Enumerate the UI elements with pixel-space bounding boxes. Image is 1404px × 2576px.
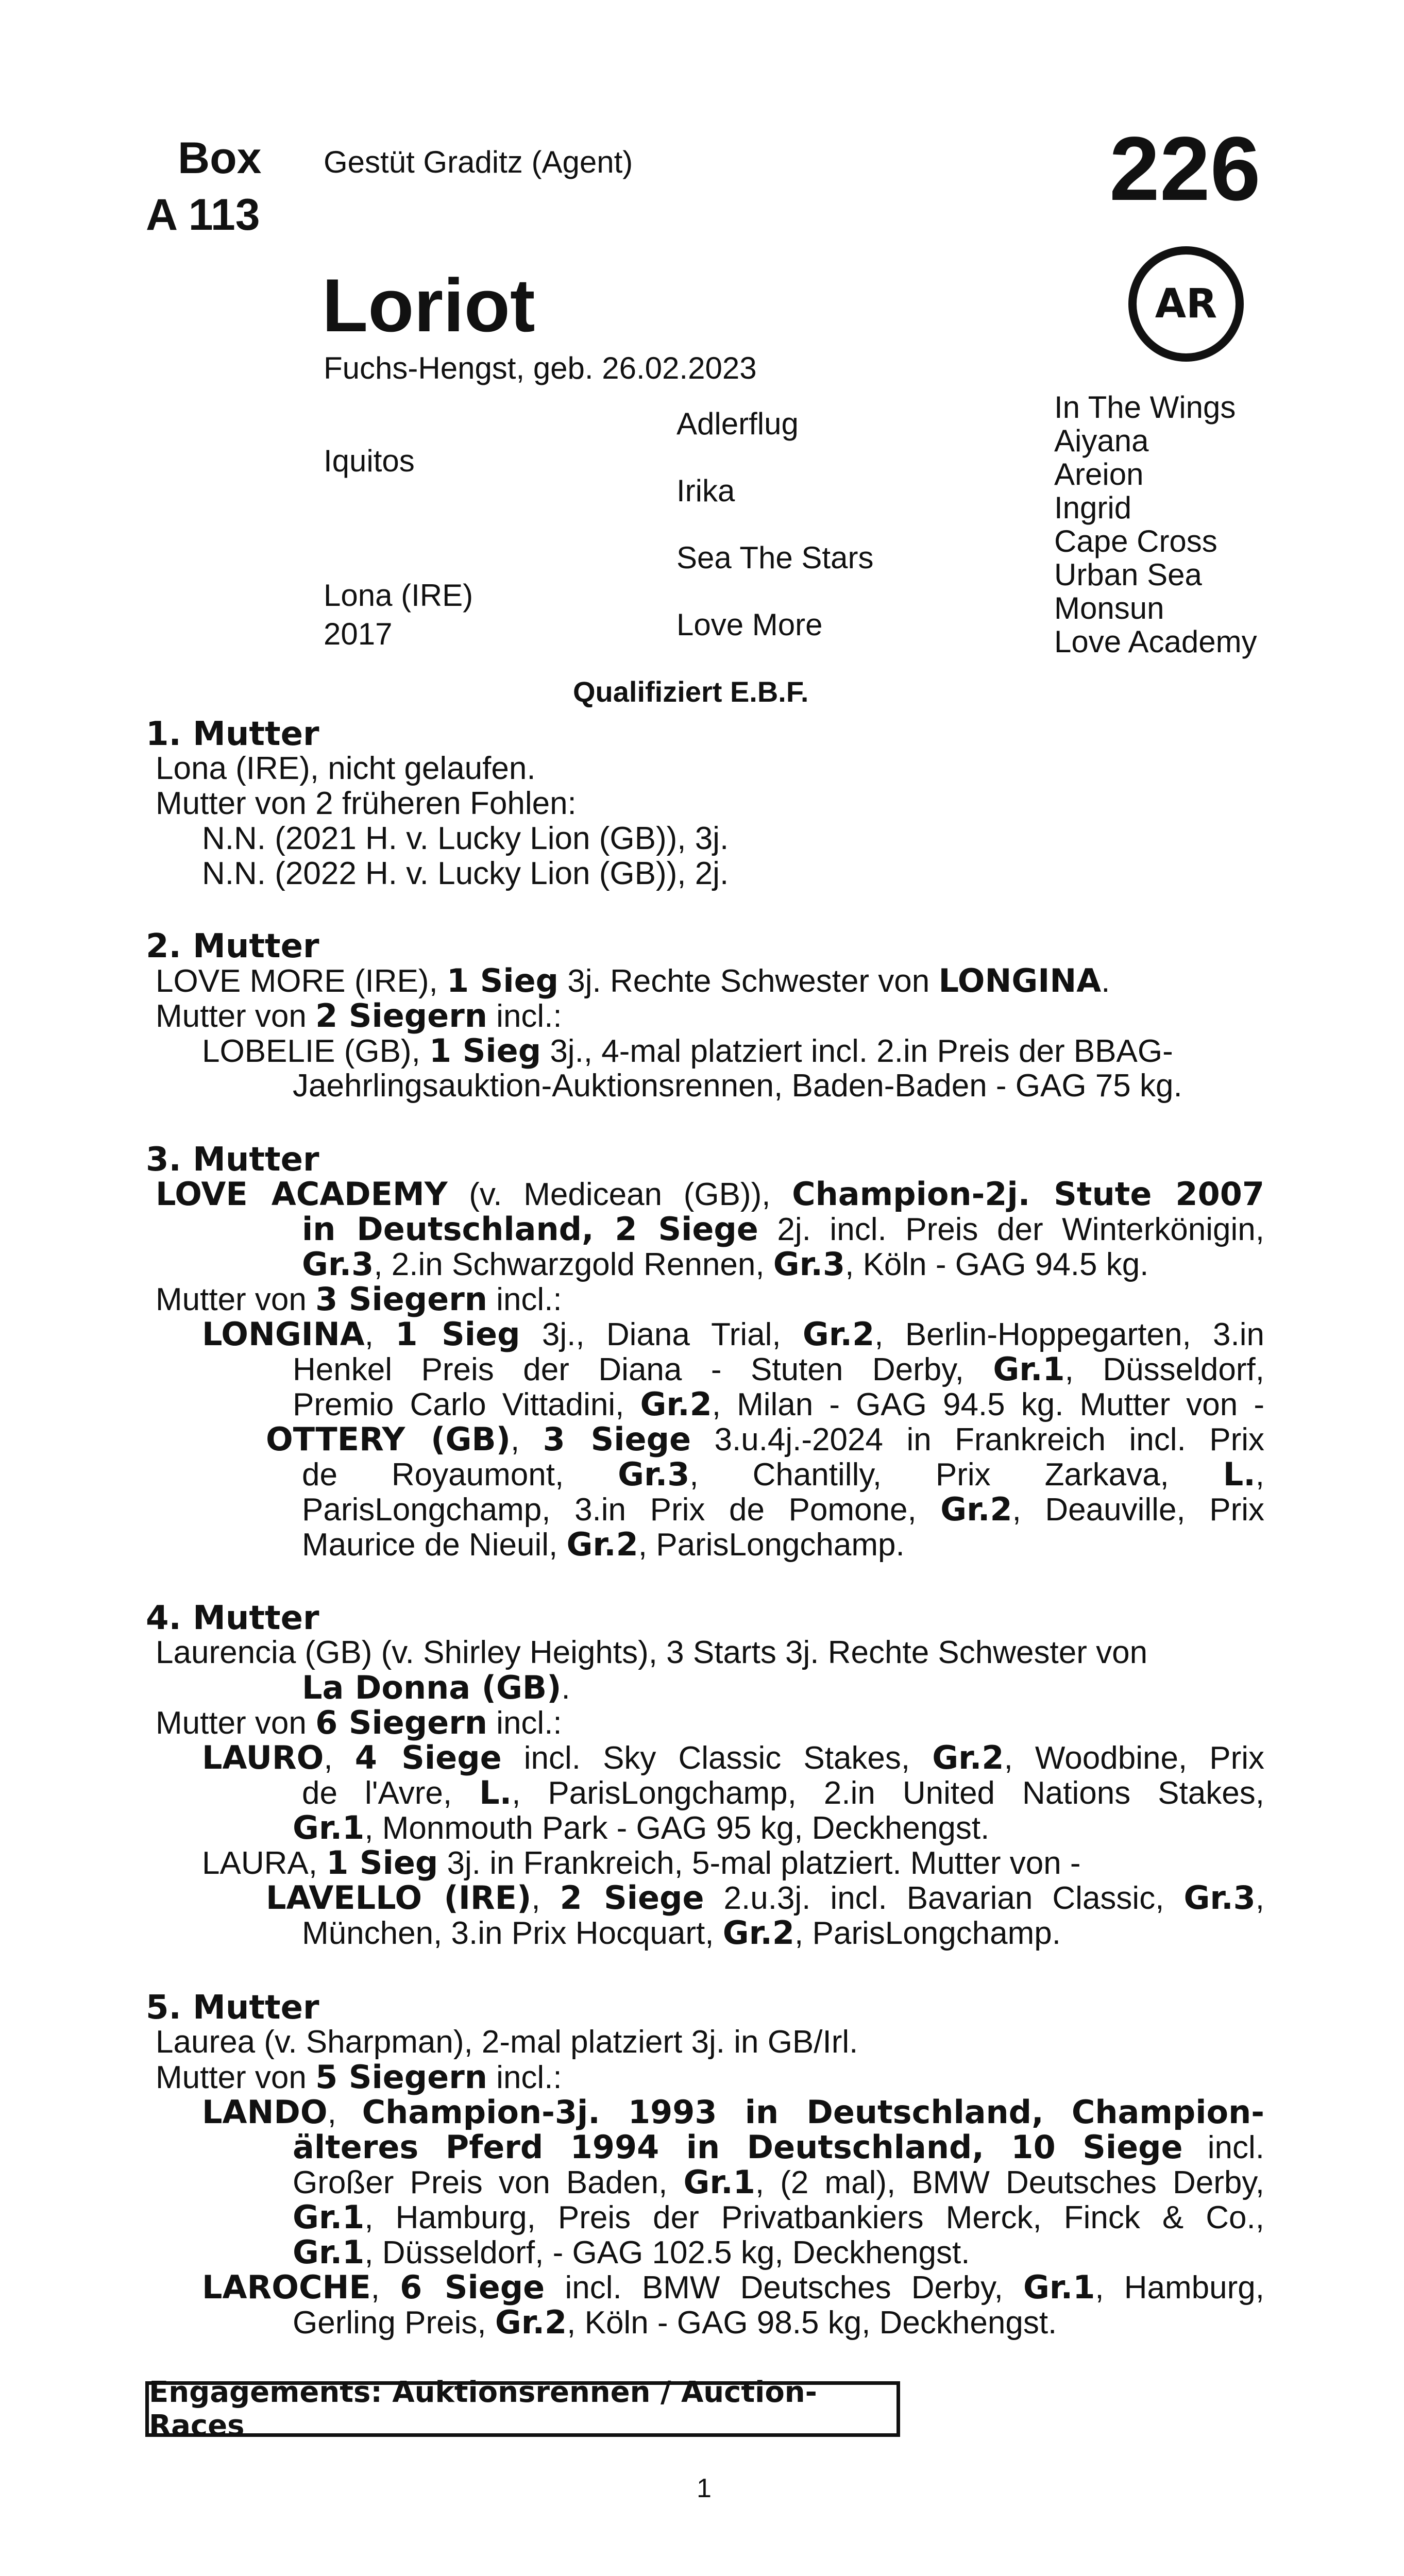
m5-line-7: Gr.1, Düsseldorf, - GAG 102.5 kg, Deckhengst.: [293, 2233, 970, 2271]
m3-line-10: ParisLongchamp, 3.in Prix de Pomone, Gr.2, Deauville, Prix: [302, 1490, 1265, 1528]
m5-line-2: Mutter von 5 Siegern incl.:: [156, 2058, 562, 2096]
heading-3-mutter: 3. Mutter: [146, 1141, 319, 1179]
m3-line-9: de Royaumont, Gr.3, Chantilly, Prix Zarkava, L.,: [302, 1455, 1264, 1493]
pedigree-dam-sire: Sea The Stars: [676, 540, 874, 575]
m4-line-9: München, 3.in Prix Hocquart, Gr.2, ParisLongchamp.: [302, 1914, 1061, 1952]
m3-line-1: LOVE ACADEMY (v. Medicean (GB)), Champion-2j. Stute 2007: [156, 1175, 1264, 1213]
pedigree-g3-1: In The Wings: [1054, 390, 1236, 425]
m2-line-2: Mutter von 2 Siegern incl.:: [156, 997, 562, 1035]
consignor: Gestüt Graditz (Agent): [324, 145, 633, 179]
qualification: Qualifiziert E.B.F.: [573, 675, 809, 708]
pedigree-g3-8: Love Academy: [1054, 624, 1257, 659]
m5-line-3: LANDO, Champion-3j. 1993 in Deutschland, Champion-: [202, 2093, 1265, 2131]
m1-line-4: N.N. (2022 H. v. Lucky Lion (GB)), 2j.: [202, 856, 729, 891]
box-label: Box: [178, 133, 262, 183]
m2-line-4: Jaehrlingsauktion-Auktionsrennen, Baden-Baden - GAG 75 kg.: [293, 1068, 1182, 1104]
m3-line-6: Henkel Preis der Diana - Stuten Derby, Gr.1, Düsseldorf,: [293, 1350, 1264, 1388]
page-number: 1: [697, 2473, 712, 2503]
m4-line-8: LAVELLO (IRE), 2 Siege 2.u.3j. incl. Bavarian Classic, Gr.3,: [266, 1879, 1265, 1917]
pedigree-dam: Lona (IRE): [324, 578, 473, 613]
pedigree-dam-dam: Love More: [676, 607, 823, 642]
pedigree-g3-7: Monsun: [1054, 591, 1164, 625]
m5-line-9: Gerling Preis, Gr.2, Köln - GAG 98.5 kg, Deckhengst.: [293, 2303, 1057, 2341]
heading-5-mutter: 5. Mutter: [146, 1989, 319, 2027]
pedigree-g3-4: Ingrid: [1054, 490, 1132, 525]
m1-line-3: N.N. (2021 H. v. Lucky Lion (GB)), 3j.: [202, 821, 729, 856]
m3-line-5: LONGINA, 1 Sieg 3j., Diana Trial, Gr.2, Berlin-Hoppegarten, 3.in: [202, 1315, 1265, 1353]
m5-line-1: Laurea (v. Sharpman), 2-mal platziert 3j. in GB/Irl.: [156, 2024, 858, 2060]
horse-name: Loriot: [322, 263, 535, 347]
pedigree-g3-2: Aiyana: [1054, 423, 1149, 458]
pedigree-g3-3: Areion: [1054, 457, 1144, 492]
pedigree-g3-5: Cape Cross: [1054, 524, 1217, 558]
heading-1-mutter: 1. Mutter: [146, 715, 319, 753]
m5-line-5: Großer Preis von Baden, Gr.1, (2 mal), BMW Deutsches Derby,: [293, 2163, 1264, 2201]
m3-line-3: Gr.3, 2.in Schwarzgold Rennen, Gr.3, Köln - GAG 94.5 kg.: [302, 1245, 1149, 1283]
m4-line-7: LAURA, 1 Sieg 3j. in Frankreich, 5-mal platziert. Mutter von -: [202, 1844, 1081, 1882]
lot-number: 226: [1109, 118, 1261, 219]
heading-4-mutter: 4. Mutter: [146, 1599, 319, 1637]
horse-description: Fuchs-Hengst, geb. 26.02.2023: [324, 351, 757, 385]
m4-line-3: Mutter von 6 Siegern incl.:: [156, 1704, 562, 1741]
pedigree-sire-dam: Irika: [676, 473, 735, 508]
m1-line-1: Lona (IRE), nicht gelaufen.: [156, 751, 536, 786]
auction-race-badge: AR: [1128, 246, 1244, 362]
pedigree-g3-6: Urban Sea: [1054, 557, 1202, 592]
box-number: A 113: [146, 190, 260, 240]
m5-line-8: LAROCHE, 6 Siege incl. BMW Deutsches Derby, Gr.1, Hamburg,: [202, 2268, 1264, 2306]
heading-2-mutter: 2. Mutter: [146, 927, 319, 965]
m3-line-7: Premio Carlo Vittadini, Gr.2, Milan - GAG 94.5 kg. Mutter von -: [293, 1385, 1264, 1423]
m4-line-4: LAURO, 4 Siege incl. Sky Classic Stakes, Gr.2, Woodbine, Prix: [202, 1739, 1265, 1776]
m3-line-2: in Deutschland, 2 Siege 2j. incl. Preis der Winterkönigin,: [302, 1210, 1265, 1248]
pedigree-dam-year: 2017: [324, 617, 393, 651]
m3-line-8: OTTERY (GB), 3 Siege 3.u.4j.-2024 in Frankreich incl. Prix: [266, 1420, 1264, 1458]
m3-line-11: Maurice de Nieuil, Gr.2, ParisLongchamp.: [302, 1526, 905, 1563]
m4-line-5: de l'Avre, L., ParisLongchamp, 2.in United Nations Stakes,: [302, 1774, 1264, 1811]
m5-line-4: älteres Pferd 1994 in Deutschland, 10 Siege incl.: [293, 2128, 1264, 2166]
pedigree-sire: Iquitos: [324, 444, 415, 478]
engagements-box: Engagements: Auktionsrennen / Auction-Races: [145, 2381, 900, 2437]
m5-line-6: Gr.1, Hamburg, Preis der Privatbankiers Merck, Finck & Co.,: [293, 2198, 1264, 2236]
pedigree-sire-sire: Adlerflug: [676, 406, 799, 441]
m2-line-3: LOBELIE (GB), 1 Sieg 3j., 4-mal platziert incl. 2.in Preis der BBAG-: [202, 1032, 1173, 1070]
m1-line-2: Mutter von 2 früheren Fohlen:: [156, 786, 577, 821]
m4-line-2: La Donna (GB).: [302, 1669, 570, 1706]
m4-line-6: Gr.1, Monmouth Park - GAG 95 kg, Deckhengst.: [293, 1809, 990, 1846]
m2-line-1: LOVE MORE (IRE), 1 Sieg 3j. Rechte Schwester von LONGINA.: [156, 962, 1110, 999]
m3-line-4: Mutter von 3 Siegern incl.:: [156, 1280, 562, 1318]
m4-line-1: Laurencia (GB) (v. Shirley Heights), 3 Starts 3j. Rechte Schwester von: [156, 1635, 1148, 1670]
